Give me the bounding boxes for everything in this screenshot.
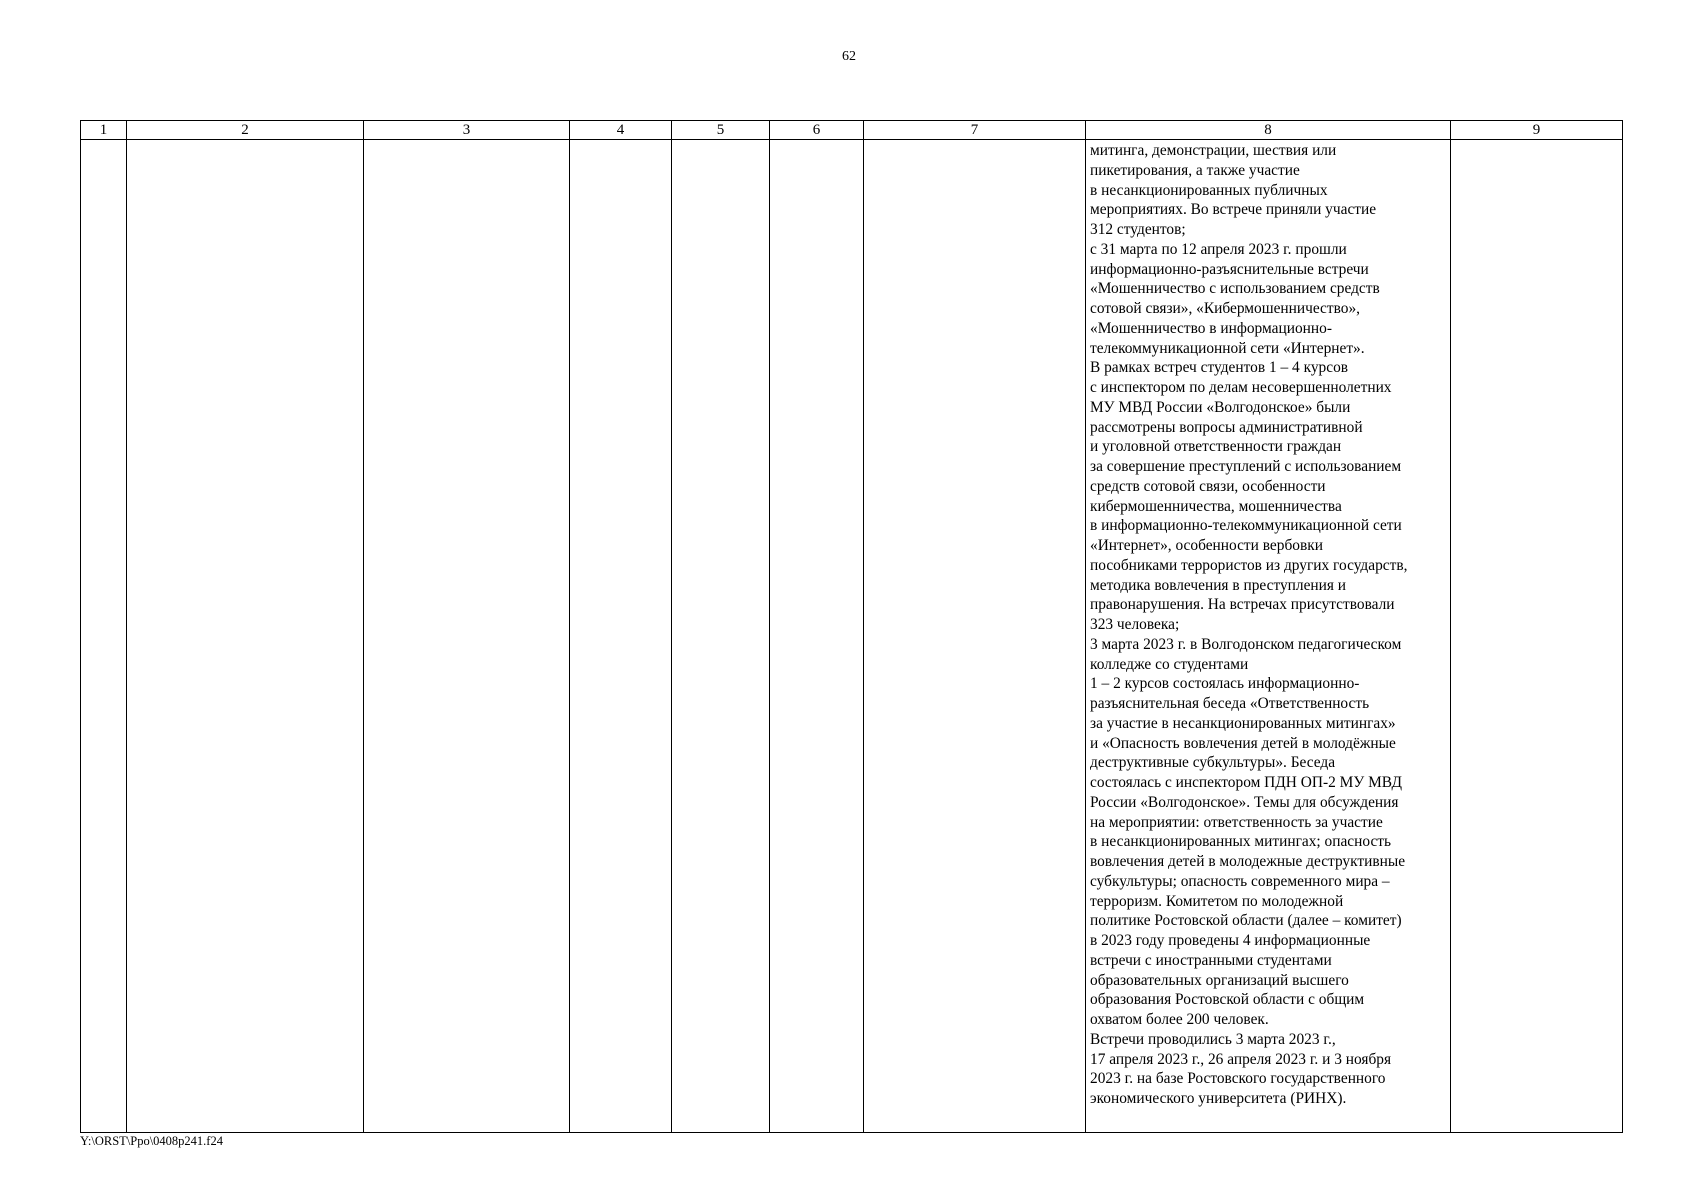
- text-line: состоялась с инспектором ПДН ОП-2 МУ МВД: [1090, 774, 1402, 791]
- text-line: деструктивные субкультуры». Беседа: [1090, 754, 1336, 772]
- text-line: встречи с иностранными студентами: [1090, 951, 1332, 969]
- text-line: терроризм. Комитетом по молодежной: [1090, 892, 1344, 910]
- text-line: вовлечения детей в молодежные деструктивные: [1090, 853, 1406, 870]
- cell-col-6: [770, 140, 864, 1133]
- text-line: информационно-разъяснительные встречи: [1090, 260, 1369, 278]
- column-header-9: 9: [1451, 121, 1623, 140]
- cell-col-8-text: [1086, 140, 1451, 1133]
- cell-col-1: [81, 140, 127, 1133]
- text-line: правонарушения. На встречах присутствовали: [1090, 596, 1395, 614]
- text-line: в 2023 году проведены 4 информационные: [1090, 932, 1371, 949]
- text-line: на мероприятии: ответственность за участие: [1090, 813, 1383, 831]
- text-line: митинга, демонстрации, шествия или: [1090, 142, 1337, 159]
- text-line: образования Ростовской области с общим: [1090, 991, 1365, 1009]
- column-header-2: 2: [127, 121, 364, 140]
- page-number: 62: [842, 49, 856, 64]
- column-header-1: 1: [81, 121, 127, 140]
- column-header-3: 3: [364, 121, 570, 140]
- text-line: телекоммуникационной сети «Интернет».: [1090, 339, 1365, 357]
- text-line: средств сотовой связи, особенности: [1090, 477, 1326, 495]
- table-header-row: [81, 121, 1623, 140]
- text-line: 2023 г. на базе Ростовского государственного: [1090, 1070, 1386, 1088]
- text-line: методика вовлечения в преступления и: [1090, 576, 1347, 594]
- column-header-8: 8: [1086, 121, 1451, 140]
- text-line: и «Опасность вовлечения детей в молодёжные: [1090, 734, 1396, 752]
- text-line: в несанкционированных митингах; опасность: [1090, 833, 1392, 851]
- document-table: [80, 120, 1623, 1133]
- text-line: 17 апреля 2023 г., 26 апреля 2023 г. и 3 ноября: [1090, 1050, 1392, 1068]
- text-line: «Мошенничество в информационно-: [1090, 319, 1332, 337]
- text-line: «Интернет», особенности вербовки: [1090, 537, 1323, 554]
- file-path-footer: Y:\ORST\Ppo\0408p241.f24: [80, 1134, 223, 1148]
- text-line: «Мошенничество с использованием средств: [1090, 280, 1380, 298]
- text-line: экономического университета (РИНХ).: [1090, 1090, 1347, 1107]
- text-line: и уголовной ответственности граждан: [1090, 438, 1342, 456]
- text-line: пособниками террористов из других государств,: [1090, 556, 1408, 574]
- text-line: с инспектором по делам несовершеннолетних: [1090, 379, 1392, 396]
- text-line: В рамках встреч студентов 1 – 4 курсов: [1090, 359, 1349, 377]
- column-header-6: 6: [770, 121, 864, 140]
- text-line: с 31 марта по 12 апреля 2023 г. прошли: [1090, 240, 1347, 258]
- cell-col-4: [570, 140, 672, 1133]
- text-line: 312 студентов;: [1090, 221, 1186, 238]
- text-line: в информационно-телекоммуникационной сети: [1090, 517, 1402, 535]
- text-line: рассмотрены вопросы административной: [1090, 418, 1363, 436]
- text-line: разъяснительная беседа «Ответственность: [1090, 695, 1370, 712]
- column-header-4: 4: [570, 121, 672, 140]
- column-header-5: 5: [672, 121, 770, 140]
- text-line: 323 человека;: [1090, 616, 1180, 633]
- text-line: 1 – 2 курсов состоялась информационно-: [1090, 675, 1360, 693]
- text-line: МУ МВД России «Волгодонское» были: [1090, 398, 1351, 416]
- table-row: [81, 140, 1623, 1133]
- text-line: России «Волгодонское». Темы для обсуждения: [1090, 793, 1399, 811]
- text-line: субкультуры; опасность современного мира –: [1090, 872, 1390, 890]
- text-line: политике Ростовской области (далее – комитет): [1090, 912, 1402, 930]
- text-line: колледже со студентами: [1090, 655, 1249, 673]
- text-line: пикетирования, а также участие: [1090, 161, 1300, 179]
- cell-col-7: [864, 140, 1086, 1133]
- text-line: за совершение преступлений с использованием: [1090, 458, 1402, 475]
- text-line: 3 марта 2023 г. в Волгодонском педагогическом: [1090, 635, 1402, 653]
- text-line: за участие в несанкционированных митингах»: [1090, 714, 1396, 732]
- text-line: образовательных организаций высшего: [1090, 971, 1349, 989]
- cell-col-5: [672, 140, 770, 1133]
- cell-col-2: [127, 140, 364, 1133]
- column-header-7: 7: [864, 121, 1086, 140]
- cell-col-9: [1451, 140, 1623, 1133]
- text-line: в несанкционированных публичных: [1090, 181, 1328, 199]
- cell-col-3: [364, 140, 570, 1133]
- text-line: кибермошенничества, мошенничества: [1090, 497, 1342, 515]
- text-line: охватом более 200 человек.: [1090, 1011, 1269, 1028]
- text-line: Встречи проводились 3 марта 2023 г.,: [1090, 1030, 1336, 1048]
- text-line: мероприятиях. Во встрече приняли участие: [1090, 201, 1377, 219]
- text-line: сотовой связи», «Кибермошенничество»,: [1090, 300, 1361, 317]
